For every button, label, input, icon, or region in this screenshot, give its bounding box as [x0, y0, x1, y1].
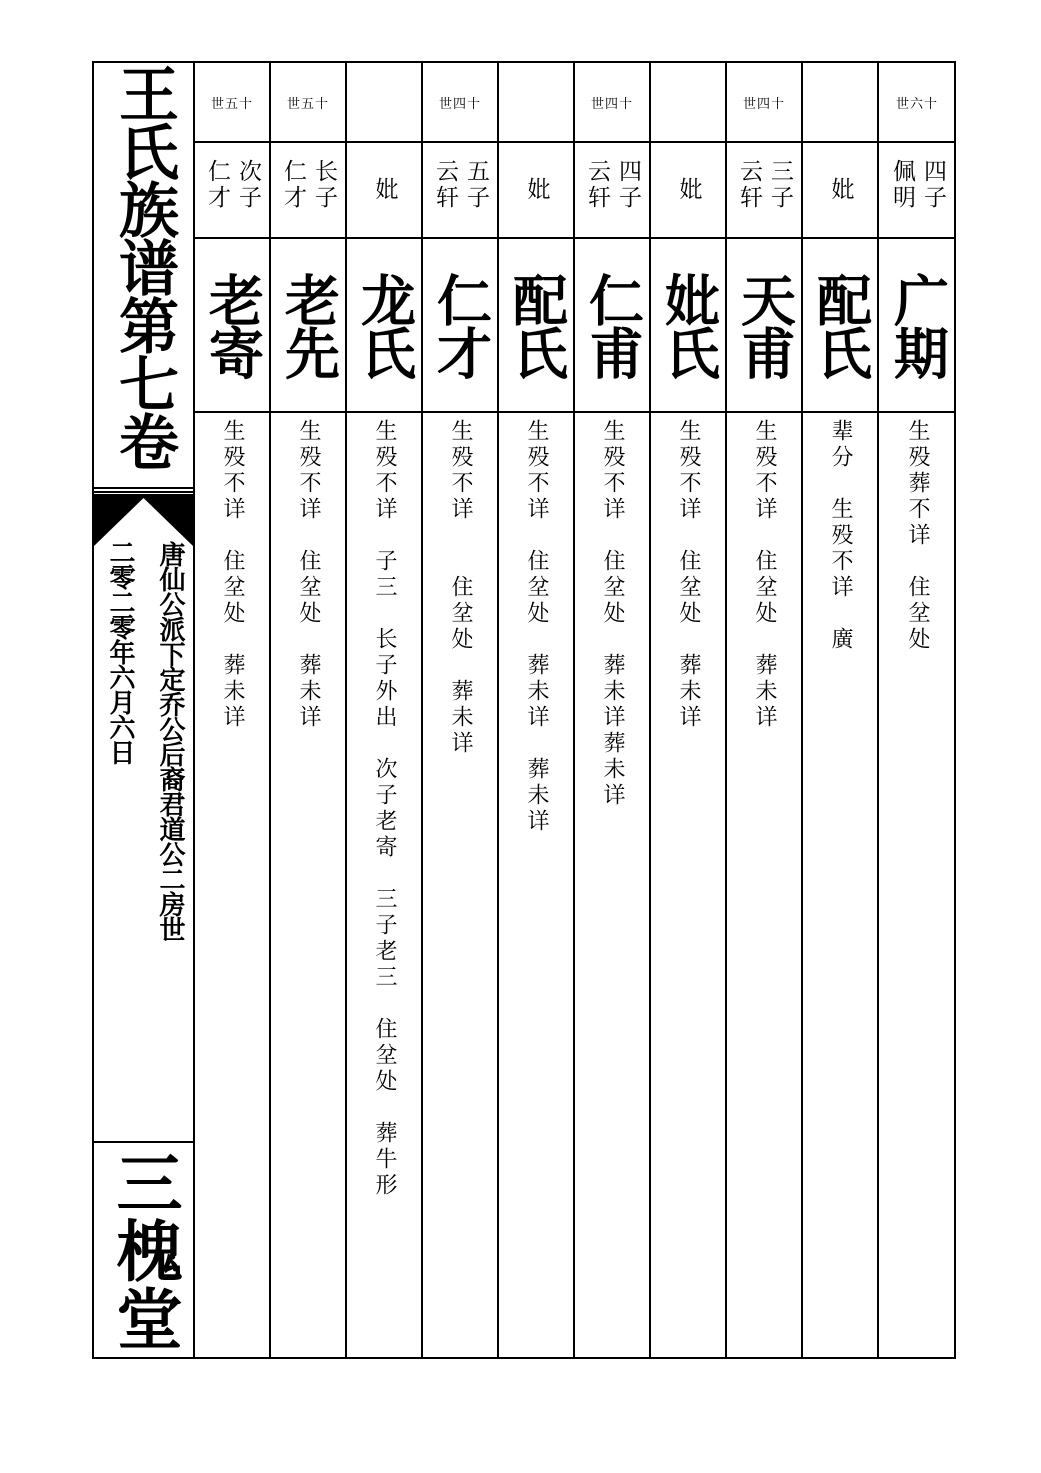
row-divider — [423, 411, 497, 413]
relation-order: 长子 — [311, 159, 337, 211]
book-title-text: 王氏族谱第七卷 — [109, 63, 179, 469]
entry-column — [803, 63, 879, 1357]
biography-cell — [651, 419, 725, 1349]
entry-column — [423, 63, 499, 1357]
relation-parent: 妣 — [675, 177, 702, 203]
person-name-cell — [499, 239, 573, 411]
relation-cell — [423, 143, 497, 237]
generation-label: 世五十 — [210, 96, 253, 112]
hall-name — [94, 1149, 193, 1359]
person-name: 仁甫 — [580, 272, 645, 378]
relation-parent: 云轩 — [584, 159, 610, 211]
person-name: 配氏 — [504, 272, 569, 378]
person-name: 妣氏 — [656, 272, 721, 378]
relation-parent: 仁才 — [204, 159, 230, 211]
person-name-cell — [423, 239, 497, 411]
lineage-subtitle-text: 唐仙公派下定乔公后裔君道公二房世 — [155, 541, 185, 941]
hall-name-text: 三槐堂 — [105, 1149, 183, 1353]
relation-cell — [651, 143, 725, 237]
generation-label: 世五十 — [286, 96, 329, 112]
entry-column — [727, 63, 803, 1357]
biography-text: 生殁不详 住坌处 葬未详 — [448, 419, 473, 757]
person-name: 广期 — [885, 272, 950, 378]
biography-text: 辈分 生殁不详 廣 — [828, 419, 853, 653]
row-divider — [803, 411, 877, 413]
biography-cell — [575, 419, 649, 1349]
relation-order: 三子 — [767, 159, 793, 211]
biography-text: 生殁不详 住坌处 葬未详 葬未详 — [524, 419, 549, 835]
relation-order: 四子 — [615, 159, 641, 211]
biography-cell — [347, 419, 421, 1349]
spine-divider-band — [94, 487, 193, 493]
generation-label — [803, 63, 877, 141]
row-divider — [575, 411, 649, 413]
relation-order: 次子 — [235, 159, 261, 211]
relation-parent: 云轩 — [736, 159, 762, 211]
relation-order: 五子 — [463, 159, 489, 211]
relation-cell — [575, 143, 649, 237]
biography-cell — [195, 419, 269, 1349]
biography-cell — [423, 419, 497, 1349]
biography-cell — [727, 419, 801, 1349]
date-subtitle — [100, 539, 140, 839]
row-divider — [195, 411, 269, 413]
person-name: 配氏 — [808, 272, 873, 378]
generation-label: 世四十 — [742, 96, 785, 112]
lineage-subtitle — [150, 541, 190, 1111]
biography-cell — [271, 419, 345, 1349]
entry-column — [651, 63, 727, 1357]
biography-text: 生殁不详 住坌处 葬未详葬未详 — [600, 419, 625, 809]
generation-label — [499, 63, 573, 141]
genealogy-page-frame — [92, 61, 956, 1359]
relation-cell — [499, 143, 573, 237]
relation-cell — [803, 143, 877, 237]
biography-text: 生殁不详 住坌处 葬未详 — [752, 419, 777, 731]
relation-parent: 妣 — [827, 177, 854, 203]
biography-text: 生殁不详 住坌处 葬未详 — [676, 419, 701, 731]
biography-text: 生殁不详 住坌处 葬未详 — [220, 419, 245, 731]
relation-parent: 仁才 — [280, 159, 306, 211]
biography-cell — [879, 419, 955, 1349]
relation-cell — [879, 143, 955, 237]
relation-cell — [347, 143, 421, 237]
biography-text: 生殁葬不详 住坌处 — [905, 419, 930, 653]
row-divider — [271, 411, 345, 413]
person-name-cell — [195, 239, 269, 411]
generation-label: 世四十 — [590, 96, 633, 112]
person-name-cell — [879, 239, 955, 411]
person-name-cell — [803, 239, 877, 411]
person-name: 龙氏 — [352, 272, 417, 378]
row-divider — [499, 411, 573, 413]
generation-label: 世六十 — [895, 96, 938, 112]
person-name-cell — [575, 239, 649, 411]
person-name-cell — [271, 239, 345, 411]
spine-panel — [94, 63, 195, 1357]
person-name: 仁才 — [428, 272, 493, 378]
generation-label — [651, 63, 725, 141]
generation-label: 世四十 — [438, 96, 481, 112]
biography-text: 生殁不详 子三 长子外出 次子老寄 三子老三 住坌处 葬牛形 — [372, 419, 397, 1199]
person-name: 老先 — [276, 272, 341, 378]
biography-text: 生殁不详 住坌处 葬未详 — [296, 419, 321, 731]
relation-parent: 妣 — [371, 177, 398, 203]
relation-order: 四子 — [920, 159, 946, 211]
relation-cell — [195, 143, 269, 237]
date-subtitle-text: 二零二零年六月六日 — [105, 539, 135, 764]
person-name-cell — [347, 239, 421, 411]
entry-column — [195, 63, 271, 1357]
biography-cell — [803, 419, 877, 1349]
relation-parent: 云轩 — [432, 159, 458, 211]
row-divider — [727, 411, 801, 413]
person-name: 老寄 — [200, 272, 265, 378]
entry-column — [575, 63, 651, 1357]
book-title — [94, 63, 193, 487]
relation-cell — [271, 143, 345, 237]
entry-column — [347, 63, 423, 1357]
relation-cell — [727, 143, 801, 237]
row-divider — [651, 411, 725, 413]
row-divider — [879, 411, 955, 413]
relation-parent: 妣 — [523, 177, 550, 203]
generation-label — [347, 63, 421, 141]
person-name-cell — [727, 239, 801, 411]
person-name: 天甫 — [732, 272, 797, 378]
hall-divider — [94, 1141, 193, 1143]
person-name-cell — [651, 239, 725, 411]
entry-column — [271, 63, 347, 1357]
entry-column — [499, 63, 575, 1357]
entry-column — [879, 63, 955, 1357]
relation-parent: 佩明 — [889, 159, 915, 211]
row-divider — [347, 411, 421, 413]
biography-cell — [499, 419, 573, 1349]
